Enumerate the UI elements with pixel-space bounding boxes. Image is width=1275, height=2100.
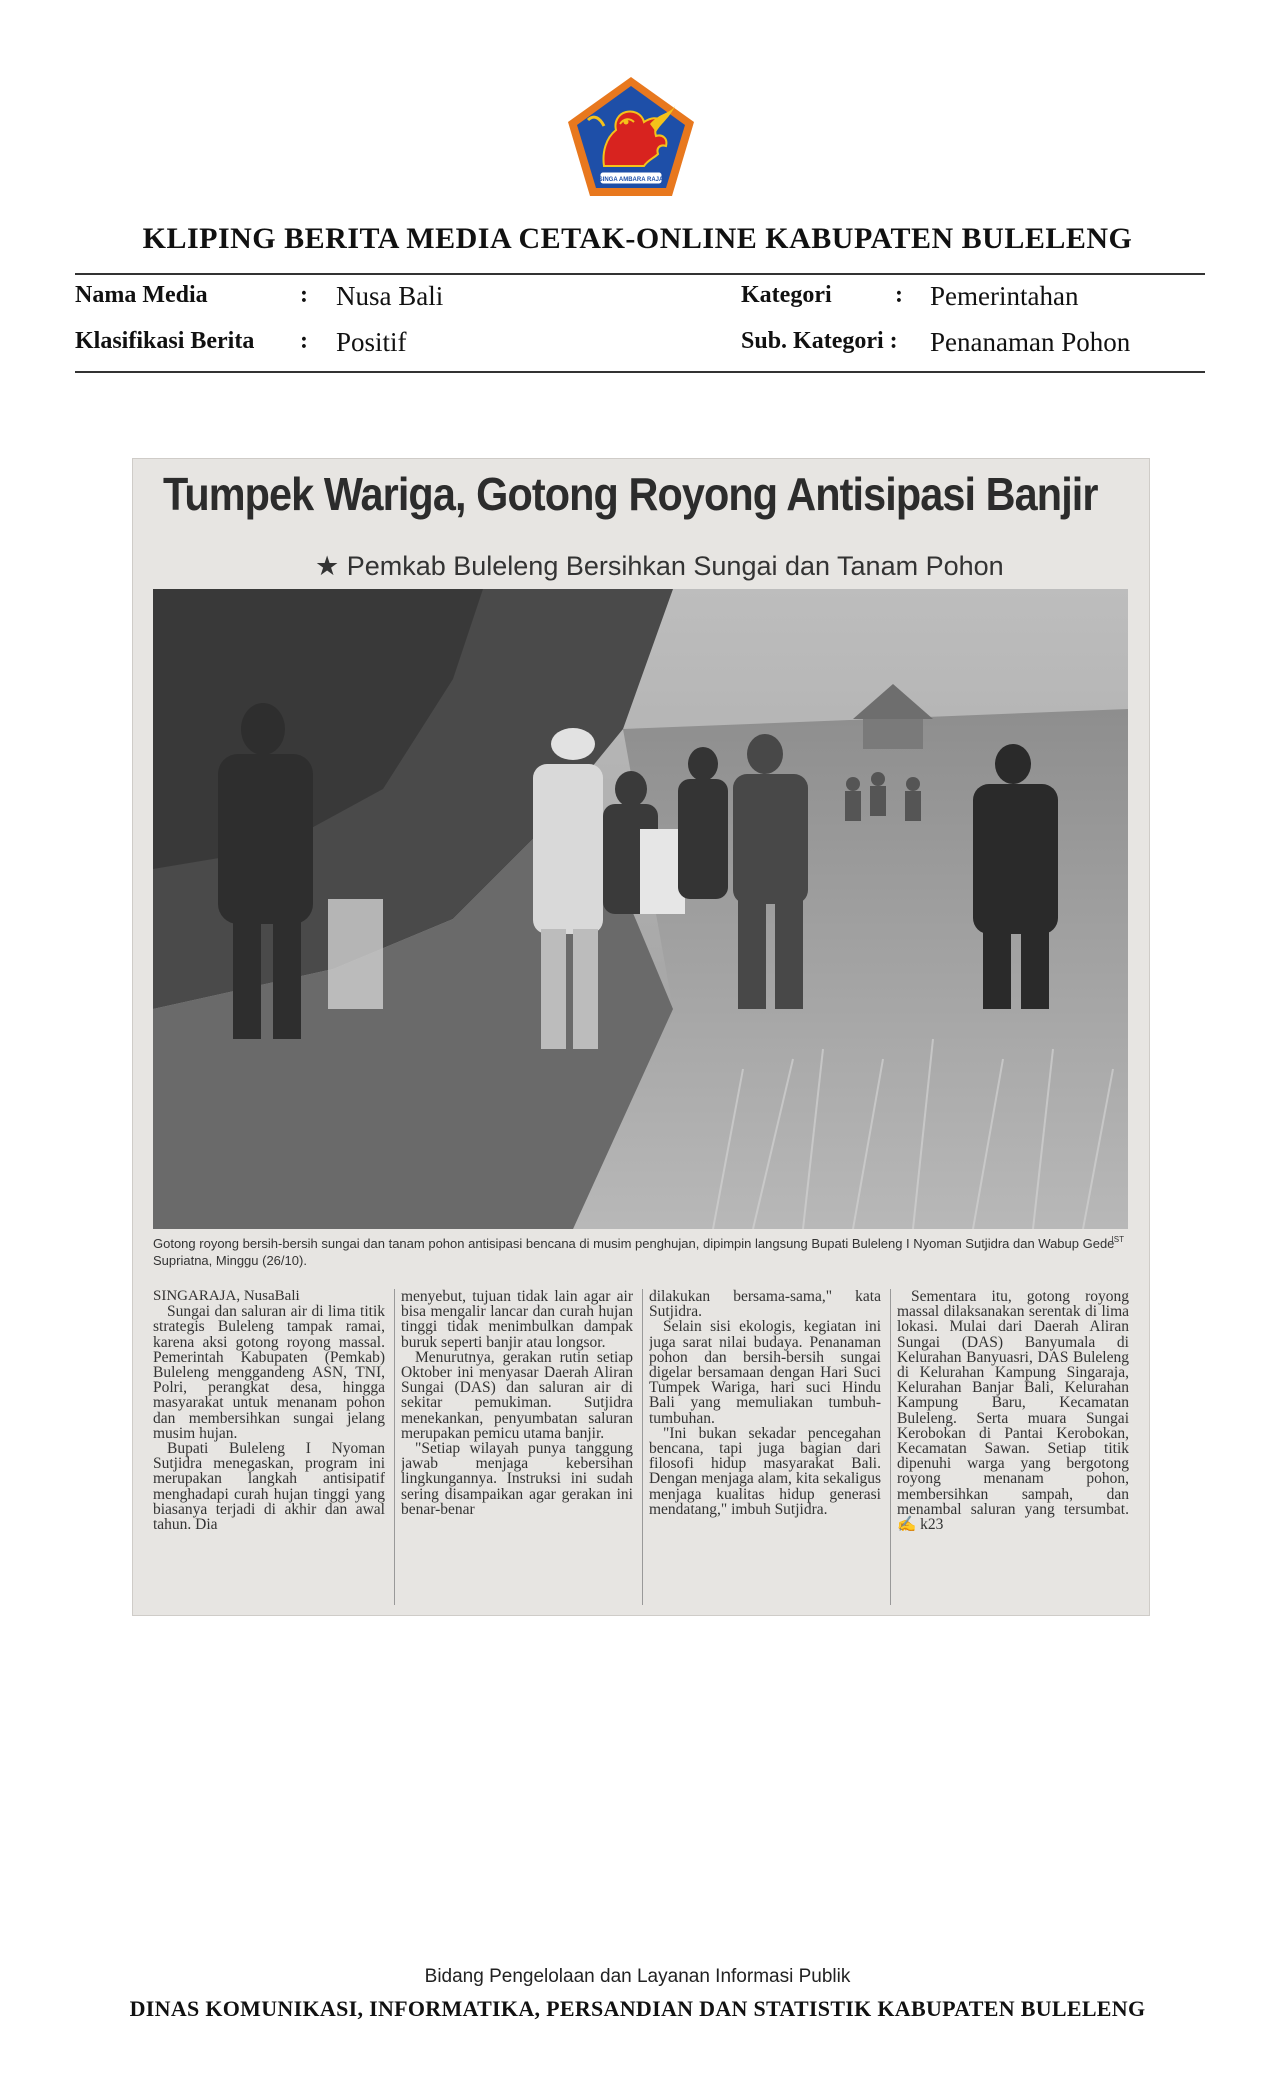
- article-headline: Tumpek Wariga, Gotong Royong Antisipasi Banjir: [163, 468, 1098, 520]
- footer-division: Bidang Pengelolaan dan Layanan Informasi Publik: [424, 1966, 851, 1987]
- nama-media-label: Nama Media: [75, 282, 208, 308]
- article-column-2: [401, 1289, 633, 1605]
- column-divider: [394, 1289, 395, 1605]
- photo-credit: IST: [1111, 1235, 1124, 1244]
- header-rule-bottom: [75, 371, 1205, 373]
- article-dateline: SINGARAJA, NusaBali: [153, 1289, 300, 1304]
- kabupaten-buleleng-emblem: [564, 74, 698, 200]
- nama-media-colon: :: [300, 282, 308, 308]
- article-paragraph: dilakukan bersama-sama," kata Sutjidra.: [649, 1289, 881, 1321]
- article-column-1: [153, 1289, 385, 1605]
- article-paragraph: "Setiap wilayah punya tanggung jawab menjaga kebersihan lingkungannya. Instruksi ini sudah sering disampaikan agar gerakan ini benar-benar: [401, 1440, 633, 1518]
- header-rule-top: [75, 273, 1205, 275]
- column-divider: [642, 1289, 643, 1605]
- article-paragraph: menyebut, tujuan tidak lain agar air bisa mengalir lancar dan curah hujan tinggi tidak menimbulkan dampak buruk seperti banjir atau longsor.: [401, 1289, 633, 1351]
- klasifikasi-berita-label: Klasifikasi Berita: [75, 328, 255, 354]
- article-paragraph: Sementara itu, gotong royong massal dilaksanakan serentak di lima lokasi. Mulai dari Daerah Aliran Sungai (DAS) Banyumala di Kelurahan Banyuasri, DAS Buleleng di Kelurahan Kampung Singaraja, Kelurahan Banjar Bali, Kelurahan Kampung Baru, Kecamatan Buleleng. Serta muara Sungai Kerobokan di Pantai Kerobokan, Kecamatan Sawan. Setiap titik dipenuhi warga yang bergotong royong menanam pohon, membersihkan sampah, dan menambal saluran yang tersumbat. ✍ k23: [897, 1289, 1129, 1534]
- nama-media-value: Nusa Bali: [336, 281, 444, 311]
- article-body: [153, 1289, 1128, 1605]
- column-divider: [890, 1289, 891, 1605]
- klasifikasi-berita-value: Positif: [336, 327, 407, 357]
- article-paragraph: Menurutnya, gerakan rutin setiap Oktober ini menyasar Daerah Aliran Sungai (DAS) dan saluran air di sekitar pemukiman. Sutjidra menekankan, penyumbatan saluran merupakan pemicu utama banjir.: [401, 1348, 633, 1442]
- svg-text:SINGA AMBARA RAJA: SINGA AMBARA RAJA: [598, 177, 664, 183]
- sub-kategori-label: Sub. Kategori :: [741, 328, 898, 354]
- article-paragraph: Selain sisi ekologis, kegiatan ini juga sarat nilai budaya. Penanaman pohon dan bersih-bersih sungai digelar bersamaan dengan Hari Suci Tumpek Wariga, hari suci Hindu Bali yang memuliakan tumbuh-tumbuhan.: [649, 1318, 881, 1427]
- article-paragraph: "Ini bukan sekadar pencegahan bencana, tapi juga bagian dari filosofi hidup masyarakat Bali. Dengan menjaga alam, kita sekaligus menjaga kualitas hidup generasi mendatang," imbuh Sutjidra.: [649, 1424, 881, 1518]
- article-paragraph: Sungai dan saluran air di lima titik strategis Buleleng tampak ramai, karena aksi gotong royong massal. Pemerintah Kabupaten (Pemkab) Buleleng menggandeng ASN, TNI, Polri, perangkat desa, hingga masyarakat untuk menanam pohon dan membersihkan sungai jelang musim hujan.: [153, 1303, 385, 1442]
- kategori-colon: :: [895, 282, 903, 308]
- klasifikasi-berita-colon: :: [300, 328, 308, 354]
- photo-caption: [153, 1235, 1128, 1269]
- article-paragraph: Bupati Buleleng I Nyoman Sutjidra menegaskan, program ini merupakan langkah antisipatif menghadapi curah hujan tinggi yang biasanya terjadi di akhir dan awal tahun. Dia: [153, 1440, 385, 1534]
- photo-caption-text: Gotong royong bersih-bersih sungai dan tanam pohon antisipasi bencana di musim penghujan, dipimpin langsung Bupati Buleleng I Nyoman Sutjidra dan Wabup Gede Supriatna, Minggu (26/10).: [153, 1236, 1115, 1268]
- document-title: KLIPING BERITA MEDIA CETAK-ONLINE KABUPATEN BULELENG: [142, 222, 1133, 255]
- article-column-3: [649, 1289, 881, 1605]
- article-subheadline: ★ Pemkab Buleleng Bersihkan Sungai dan Tanam Pohon: [315, 551, 1004, 581]
- footer-agency: DINAS KOMUNIKASI, INFORMATIKA, PERSANDIAN DAN STATISTIK KABUPATEN BULELENG: [129, 1996, 1146, 2021]
- sub-kategori-value: Penanaman Pohon: [930, 327, 1131, 357]
- kategori-label: Kategori: [741, 282, 832, 308]
- newspaper-clipping: [132, 458, 1150, 1616]
- article-photo: [153, 589, 1128, 1229]
- article-column-4: [897, 1289, 1129, 1605]
- kategori-value: Pemerintahan: [930, 281, 1079, 311]
